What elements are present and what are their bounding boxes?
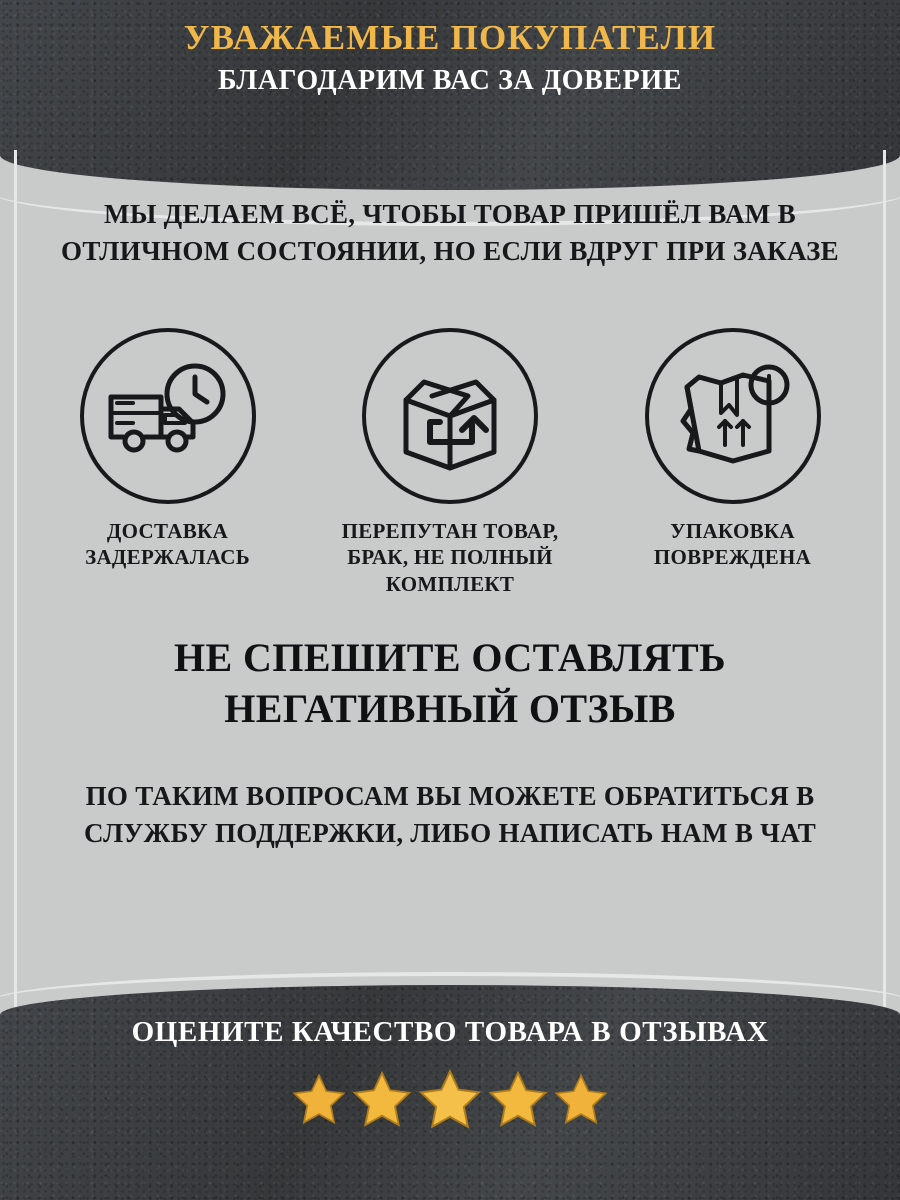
star-icon[interactable]	[487, 1068, 549, 1130]
header-subtitle: БЛАГОДАРИМ ВАС ЗА ДОВЕРИЕ	[217, 65, 683, 97]
intro-text: МЫ ДЕЛАЕМ ВСЁ, ЧТОБЫ ТОВАР ПРИШЁЛ ВАМ В ОТЛИЧНОМ СОСТОЯНИИ, НО ЕСЛИ ВДРУГ ПРИ ЗАКАЗЕ	[61, 199, 839, 267]
footer	[0, 985, 900, 1200]
issue-item-delivery-delayed	[40, 328, 295, 571]
star-icon[interactable]	[351, 1068, 413, 1130]
issues-row	[40, 328, 860, 597]
star-icon[interactable]	[291, 1071, 347, 1127]
support-text: ПО ТАКИМ ВОПРОСАМ ВЫ МОЖЕТЕ ОБРАТИТЬСЯ В СЛУЖБУ ПОДДЕРЖКИ, ЛИБО НАПИСАТЬ НАМ В ЧАТ	[83, 781, 817, 849]
box-return-arrow-icon	[362, 328, 538, 504]
header-title: УВАЖАЕМЫЕ ПОКУПАТЕЛИ	[183, 18, 717, 57]
left-side-rule	[14, 150, 17, 1050]
issue-caption: УПАКОВКА ПОВРЕЖДЕНА	[653, 519, 812, 570]
issue-caption: ДОСТАВКА ЗАДЕРЖАЛАСЬ	[85, 519, 250, 570]
header	[0, 18, 900, 98]
issue-item-wrong-or-defective	[323, 328, 578, 597]
footer-call-to-action: ОЦЕНИТЕ КАЧЕСТВО ТОВАРА В ОТЗЫВАХ	[131, 1016, 769, 1048]
star-icon[interactable]	[417, 1066, 483, 1132]
star-icon[interactable]	[553, 1071, 609, 1127]
damaged-package-icon	[645, 328, 821, 504]
delivery-truck-clock-icon	[80, 328, 256, 504]
issue-caption: ПЕРЕПУТАН ТОВАР, БРАК, НЕ ПОЛНЫЙ КОМПЛЕКТ	[341, 519, 559, 596]
right-side-rule	[883, 150, 886, 1050]
issue-item-damaged-packaging	[605, 328, 860, 571]
rating-stars[interactable]	[291, 1066, 609, 1132]
headline-text: НЕ СПЕШИТЕ ОСТАВЛЯТЬ НЕГАТИВНЫЙ ОТЗЫВ	[174, 635, 726, 732]
